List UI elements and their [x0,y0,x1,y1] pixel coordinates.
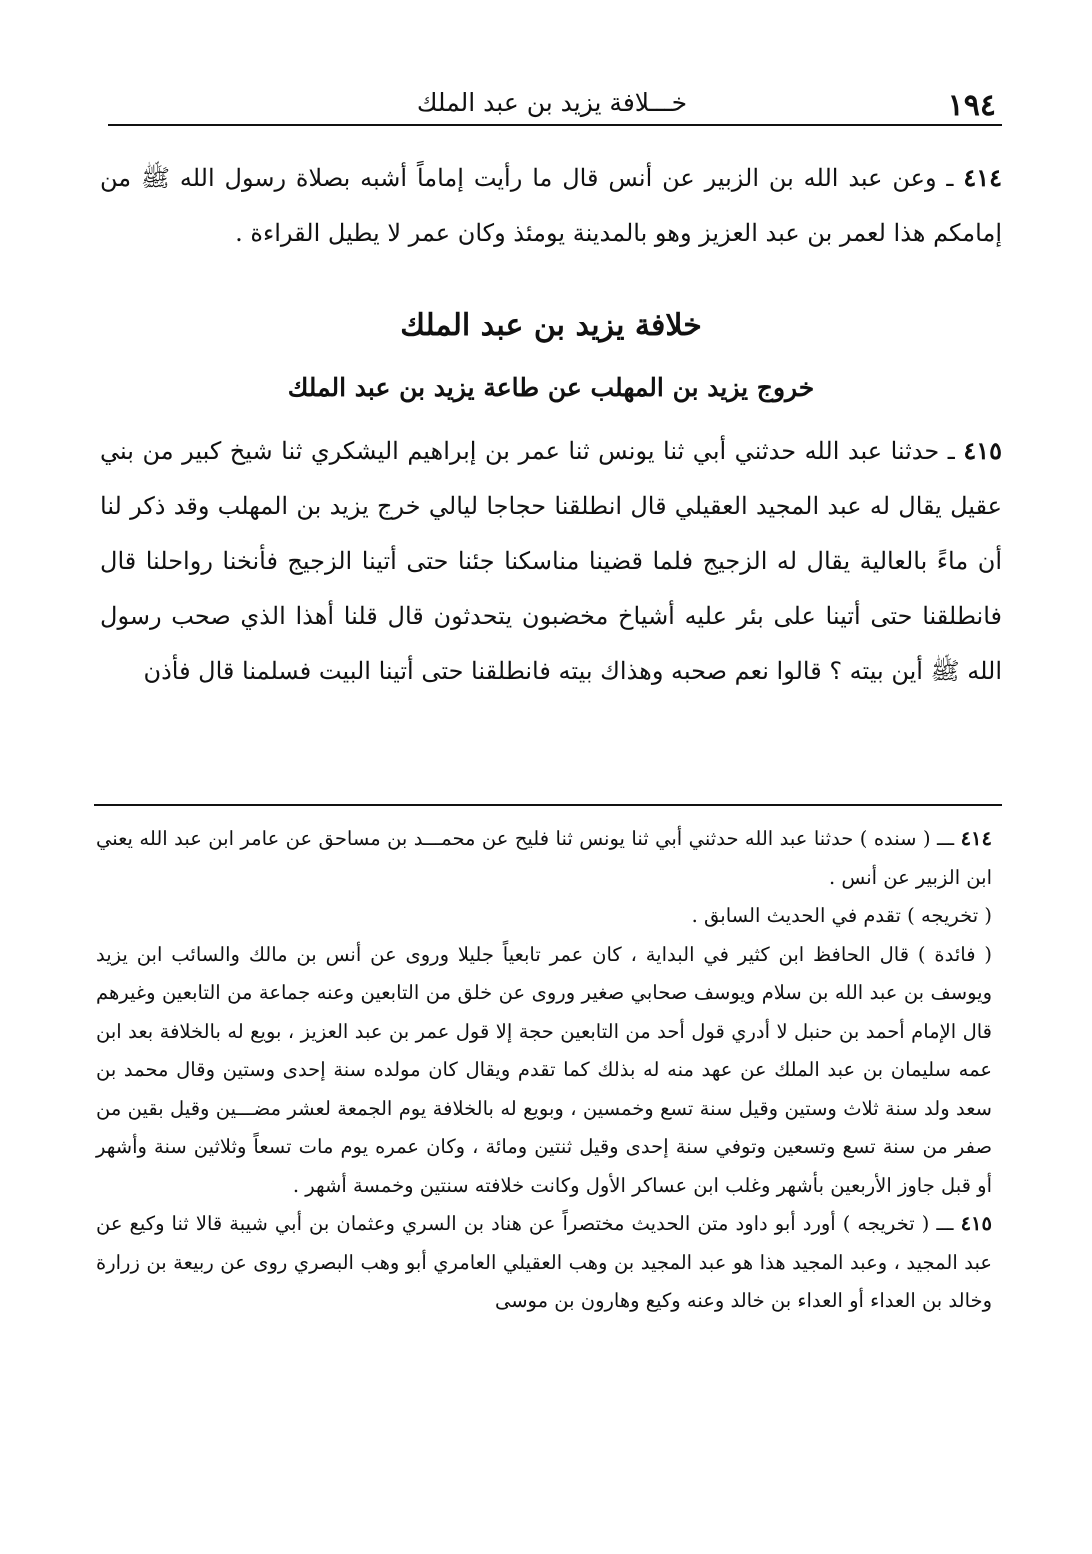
footnote-number: ٤١٤ [960,827,992,850]
page-number: ١٩٤ [947,88,996,123]
footnote-text: ـــ ( سنده ) حدثنا عبد الله حدثني أبي ثنا يونس ثنا فليح عن محمـــد بن مساحق عن عامر ابن عبد الله يعني ابن الزبير عن أنس . [96,827,992,889]
footnote [96,1205,992,1321]
footnote-text: ( تخريجه ) تقدم في الحديث السابق . [691,904,992,927]
footnote-text: ـــ ( تخريجه ) أورد أبو داود متن الحديث مختصراً عن هناد بن السري وعثمان بن أبي شيبة قالا ثنا وكيع عن عبد المجيد ، وعبد المجيد هذا هو عبد المجيد بن وهب العقيلي العامري أبو وهب البصري روى عن ربيعة بن زرارة وخالد بن العداء أو العداء بن خالد وعنه وكيع وهارون بن موسى [96,1212,992,1312]
footnote [96,820,992,897]
footnote-number: ٤١٥ [960,1212,992,1235]
section-title: خلافة يزيد بن عبد الملك [400,308,702,343]
page-header [108,88,996,126]
hadith-414 [100,150,1002,261]
running-title: خـــلافة يزيد بن عبد الملك [416,88,688,117]
hadith-text: ـ وعن عبد الله بن الزبير عن أنس قال ما رأيت إماماً أشبه بصلاة رسول الله ﷺ من إمامكم هذا لعمر بن عبد العزيز وهو بالمدينة يومئذ وكان عمر لا يطيل القراءة . [100,164,1002,247]
subsection-title: خروج يزيد بن المهلب عن طاعة يزيد بن عبد الملك [287,373,815,402]
footnote-text: ( فائدة ) قال الحافظ ابن كثير في البداية ، كان عمر تابعياً جليلا وروى عن أنس بن مالك والسائب ابن يزيد ويوسف بن عبد الله بن سلام ويوسف صحابي صغير وروى عن خلق من التابعين وعنه جماعة من التابعين وغيرهم قال الإمام أحمد بن حنبل لا أدري قول أحد من التابعين حجة إلا قول عمر بن عبد العزيز ، بويع له بالخلافة بعد ابن عمه سليمان بن عبد الملك عن عهد منه له بذلك كما تقدم ويقال كان مولده سنة إحدى وستين وقال محمد بن سعد ولد سنة ثلاث وستين وقيل سنة تسع وخمسين ، وبويع له بالخلافة يوم الجمعة لعشر مضـــين وقيل بقين من صفر من سنة تسع وتسعين وتوفي سنة إحدى وقيل ثنتين ومائة ، وكان عمره يوم مات تسعاً وثلاثين سنة وأشهر أو قبل جاوز الأربعين بأشهر وغلب ابن عساكر الأول وكانت خلافته سنتين وخمسة أشهر . [96,942,992,1197]
footnote [96,936,992,1206]
hadith-number: ٤١٥ [963,436,1002,465]
header-rule [108,124,1002,126]
footnote-rule [94,804,1002,806]
hadith-415 [100,423,1002,699]
footnotes [96,820,992,1321]
main-text [100,150,1002,699]
hadith-number: ٤١٤ [963,163,1002,192]
hadith-text: ـ حدثنا عبد الله حدثني أبي ثنا يونس ثنا عمر بن إبراهيم اليشكري ثنا شيخ كبير من بني عقيل يقال له عبد المجيد العقيلي قال انطلقنا حجاجا ليالي خرج يزيد بن المهلب وقد ذكر لنا أن ماءً بالعالية يقال له الزجيج فلما قضينا مناسكنا جئنا حتى أتينا الزجيج فأنخنا رواحلنا قال فانطلقنا حتى أتينا على بئر عليه أشياخ مخضبون يتحدثون قال قلنا أهذا الذي صحب رسول الله ﷺ أين بيته ؟ قالوا نعم صحبه وهذاك بيته فانطلقنا حتى أتينا البيت فسلمنا قال فأذن [100,437,1002,685]
footnote [96,897,992,936]
